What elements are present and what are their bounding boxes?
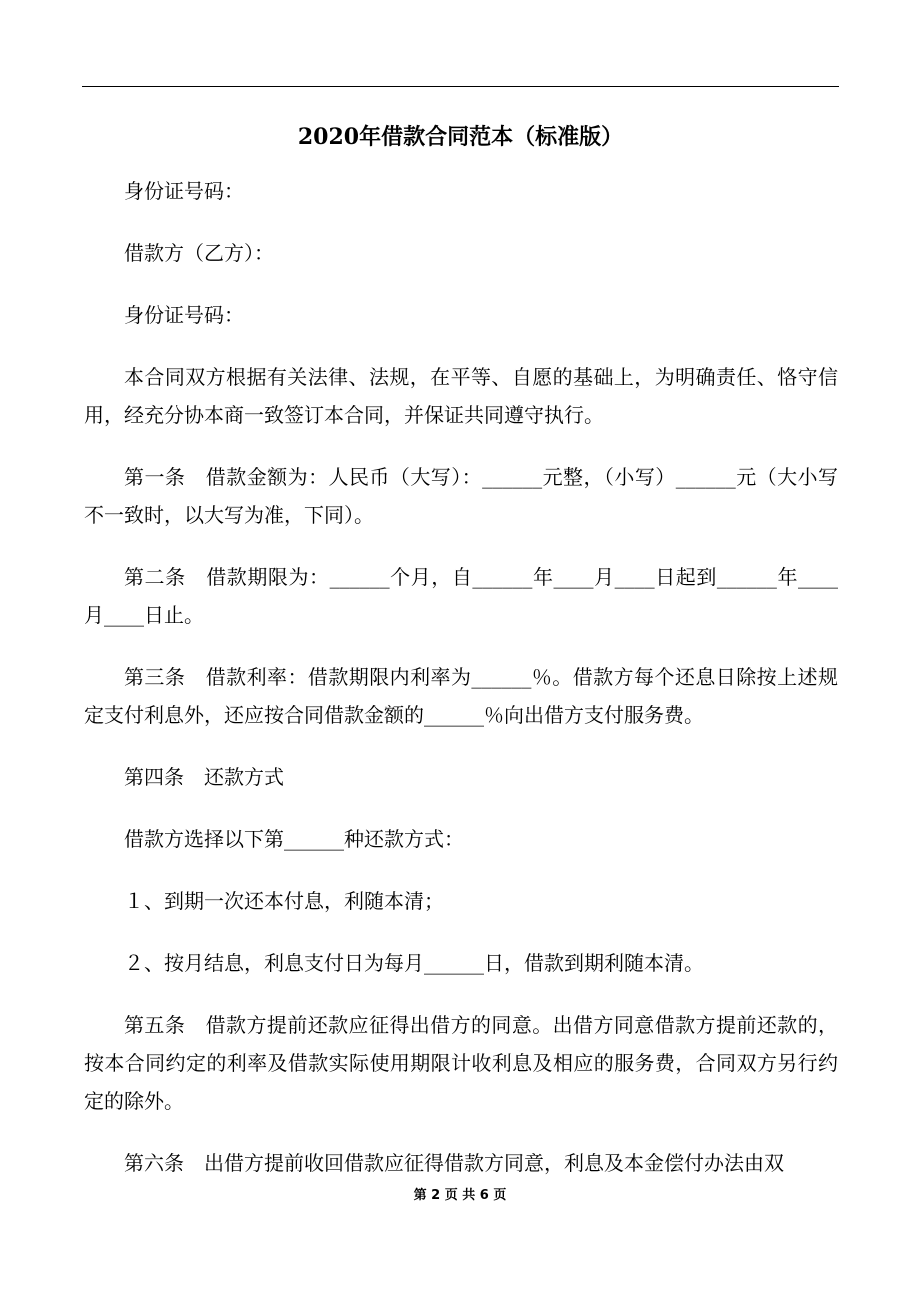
- paragraph-article-5: 第五条 借款方提前还款应征得出借方的同意。出借方同意借款方提前还款的，按本合同约定的利率及借款实际使用期限计收利息及相应的服务费，合同双方另行约定的除外。: [84, 1013, 838, 1113]
- paragraph-article-6: 第六条 出借方提前收回借款应征得借款方同意，利息及本金偿付办法由双: [124, 1151, 784, 1175]
- paragraph-article-2: 第二条 借款期限为：______个月，自______年____月____日起到______年____月____日止。: [84, 565, 838, 627]
- paragraph-article-1: 第一条 借款金额为：人民币（大写）：______元整，（小写）______元（大小写不一致时，以大写为准，下同）。: [84, 465, 838, 527]
- page-footer: 第 2 页 共 6 页: [413, 1188, 507, 1203]
- paragraph-preamble: 本合同双方根据有关法律、法规，在平等、自愿的基础上，为明确责任、恪守信用，经充分协本商一致签订本合同，并保证共同遵守执行。: [84, 365, 838, 427]
- paragraph-id-number-1: 身份证号码：: [124, 179, 244, 203]
- paragraph-repayment-choice: 借款方选择以下第______种还款方式：: [124, 827, 464, 851]
- paragraph-repayment-option-1: １、到期一次还本付息，利随本清；: [124, 889, 444, 913]
- paragraph-borrower: 借款方（乙方）：: [124, 241, 274, 265]
- paragraph-article-3: 第三条 借款利率：借款期限内利率为______％。借款方每个还息日除按上述规定支付利息外，还应按合同借款金额的______％向出借方支付服务费。: [84, 665, 838, 727]
- document-body: [84, 172, 838, 1182]
- document-title: 2020年借款合同范本（标准版）: [297, 124, 624, 150]
- paragraph-id-number-2: 身份证号码：: [124, 303, 244, 327]
- paragraph-article-4: 第四条 还款方式: [124, 765, 284, 789]
- paragraph-repayment-option-2: ２、按月结息，利息支付日为每月______日，借款到期利随本清。: [124, 951, 704, 975]
- header-rule: [82, 86, 839, 87]
